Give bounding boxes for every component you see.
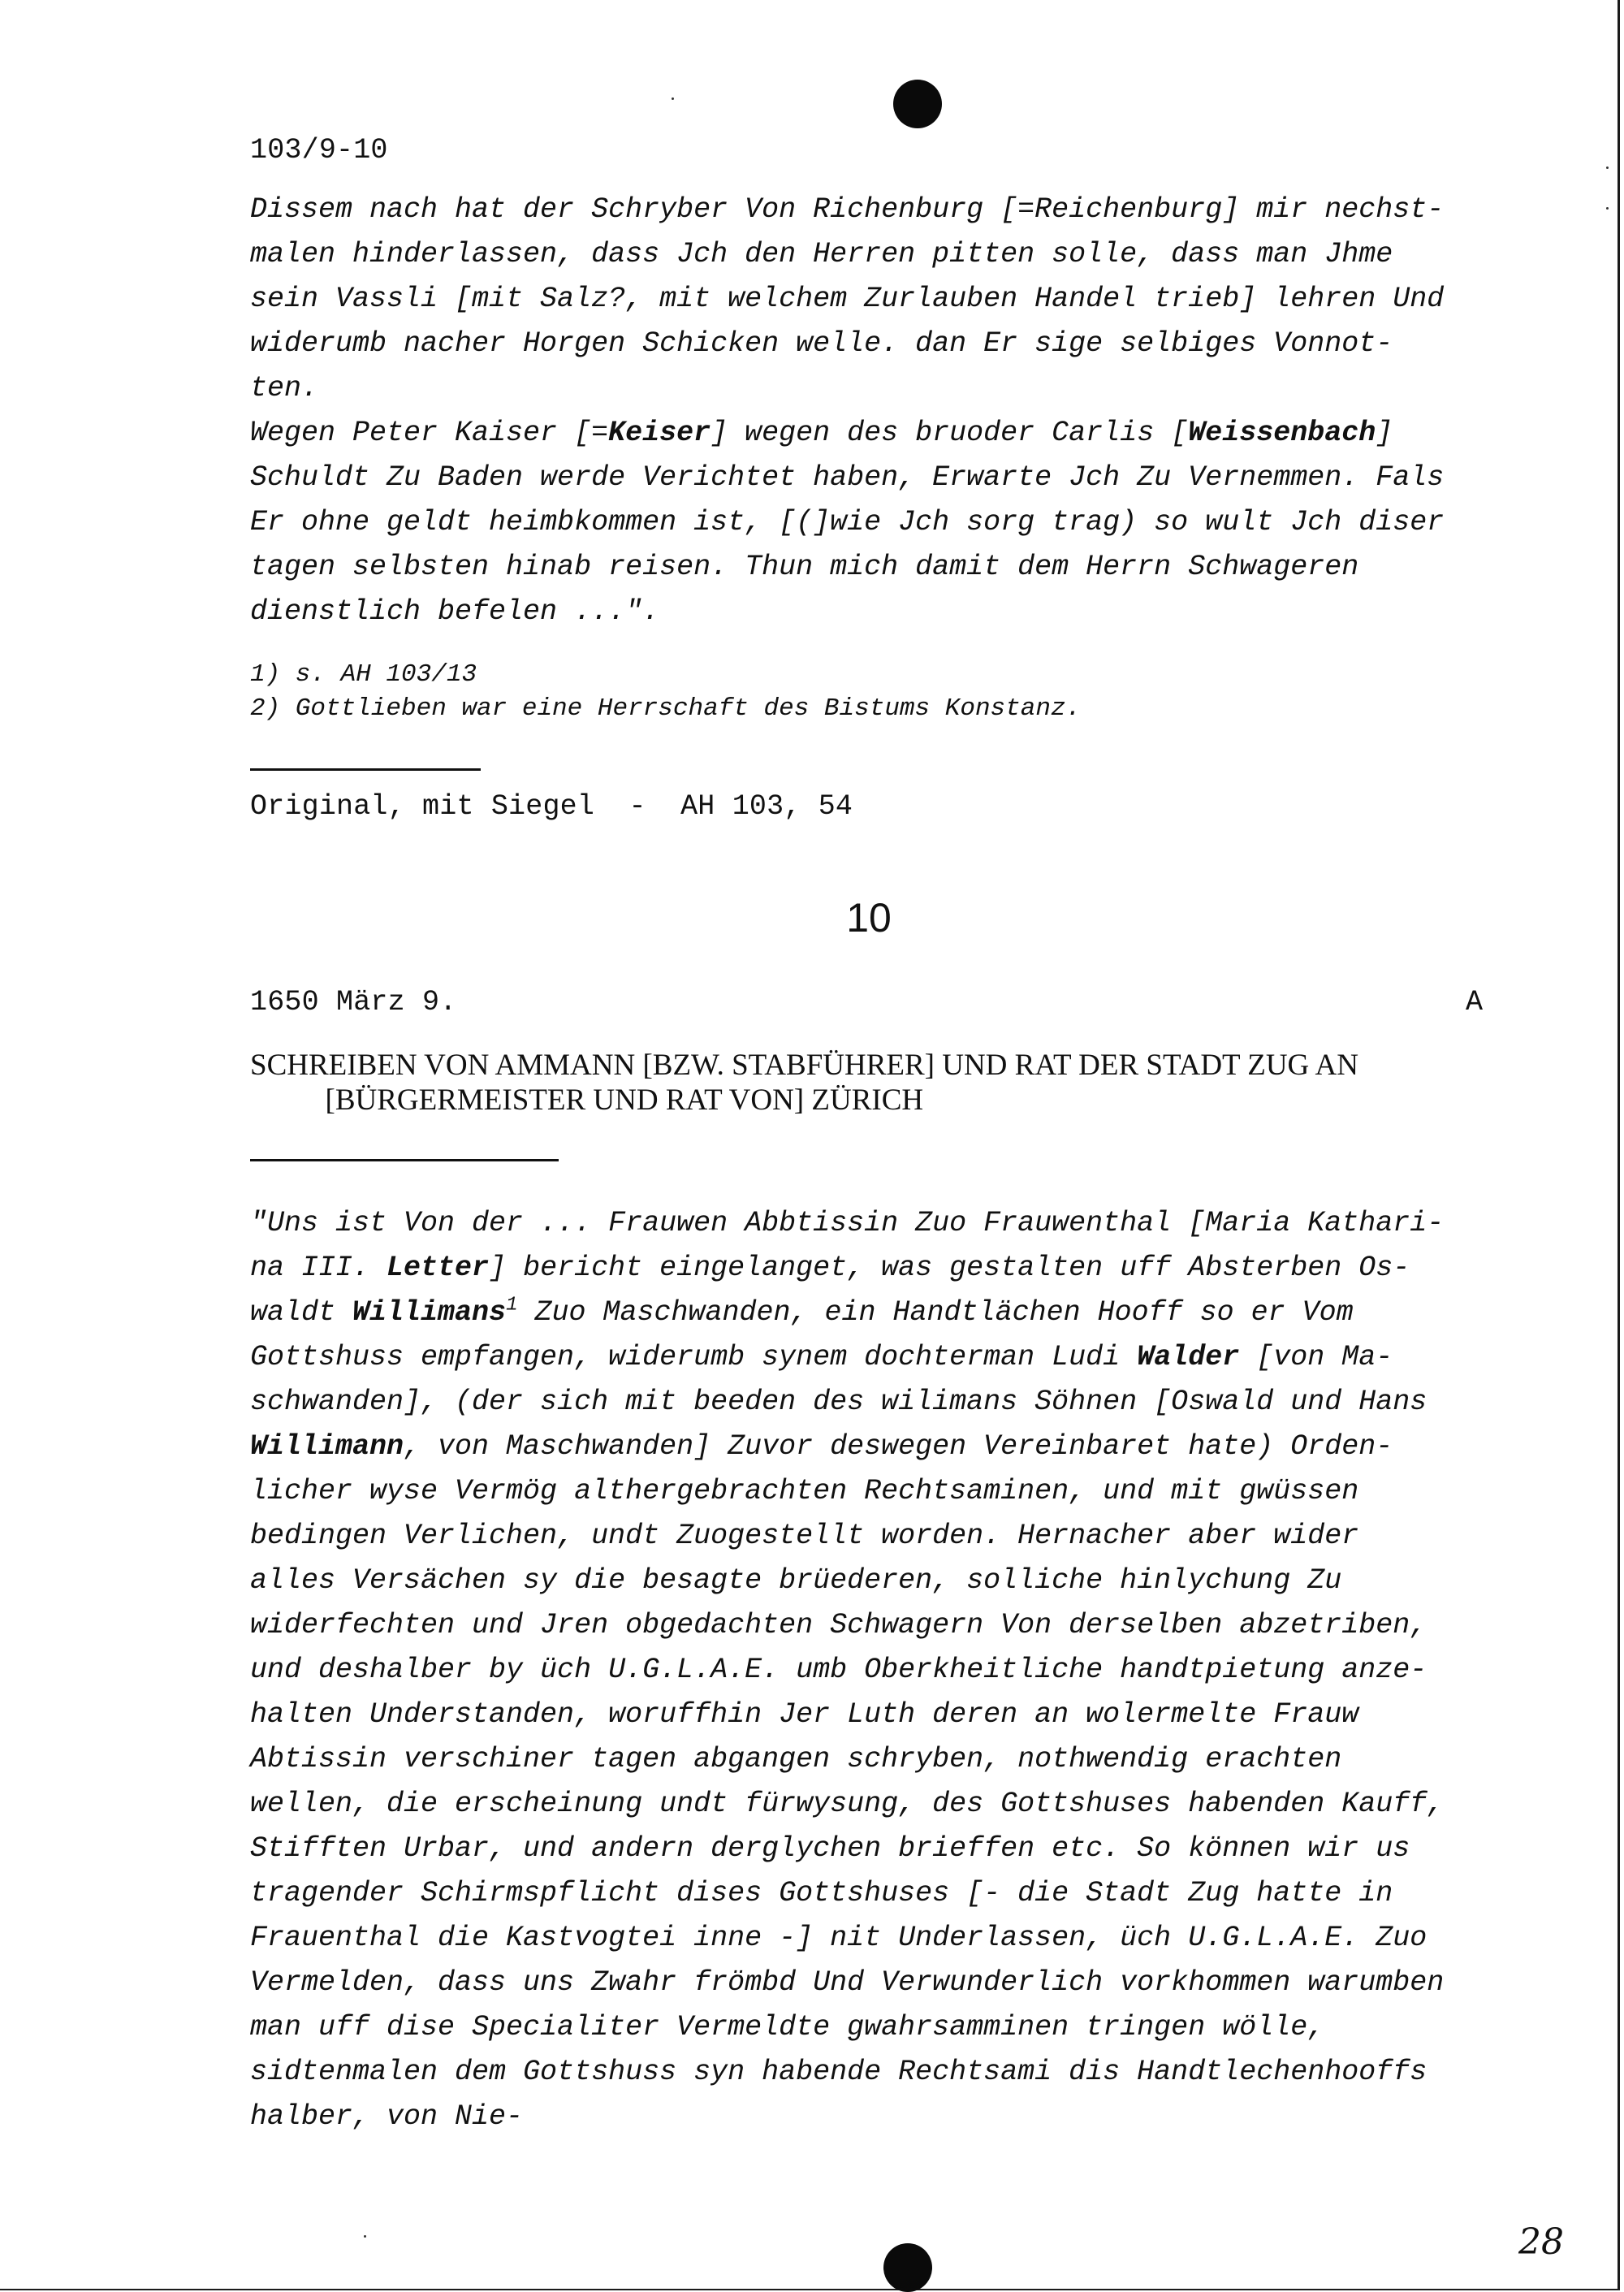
scan-speck	[364, 2235, 366, 2238]
text-run: bedingen Verlichen, undt Zuogestellt worden. Hernacher aber wider	[250, 1520, 1359, 1552]
text-line	[250, 1380, 1444, 1425]
text-run: wellen, die erscheinung undt fürwysung, des Gottshuses habenden Kauff,	[250, 1788, 1445, 1820]
text-run: na III.	[250, 1252, 387, 1284]
document-reference: 103/9-10	[250, 134, 388, 166]
text-run: waldt	[250, 1296, 353, 1329]
divider	[250, 768, 481, 771]
footnotes	[250, 658, 1081, 726]
text-line	[250, 1291, 1444, 1335]
category-letter: A	[1466, 986, 1484, 1018]
text-line	[250, 500, 1444, 545]
document-heading-line-2: [BÜRGERMEISTER UND RAT VON] ZÜRICH	[250, 1083, 924, 1117]
text-line	[250, 1782, 1444, 1827]
text-line	[250, 1514, 1444, 1559]
text-line	[250, 1693, 1444, 1737]
text-run: sidtenmalen dem Gottshuss syn habende Rechtsami dis Handtlechenhooffs	[250, 2056, 1427, 2088]
text-run: Frauenthal die Kastvogtei inne -] nit Underlassen, üch U.G.L.A.E. Zuo	[250, 1922, 1427, 1954]
text-line	[250, 2095, 1444, 2139]
text-run: Willimann	[250, 1430, 404, 1463]
text-run: ] wegen des bruoder Carlis [	[710, 417, 1189, 449]
text-line	[250, 1425, 1444, 1469]
text-run: Schuldt Zu Baden werde Verichtet haben, Erwarte Jch Zu Vernemmen. Fals	[250, 461, 1445, 494]
text-line	[250, 2050, 1444, 2095]
date-line: 1650 März 9.	[250, 986, 457, 1018]
text-line	[250, 322, 1444, 366]
text-run: licher wyse Vermög althergebrachten Rechtsaminen, und mit gwüssen	[250, 1475, 1359, 1507]
text-line	[250, 366, 1444, 411]
main-text	[250, 1201, 1444, 2139]
footnote-marker: 1	[506, 1294, 518, 1317]
text-run: Dissem nach hat der Schryber Von Richenburg [=Reichenburg] mir nechst-	[250, 193, 1445, 226]
text-run: Er ohne geldt heimbkommen ist, [(]wie Jch sorg trag) so wult Jch diser	[250, 506, 1445, 538]
text-run: Keiser	[608, 417, 711, 449]
text-run: , von Maschwanden] Zuvor deswegen Vereinbaret hate) Orden-	[404, 1430, 1393, 1463]
text-run: widerfechten und Jren obgedachten Schwagern Von derselben abzetriben,	[250, 1609, 1427, 1641]
text-line	[250, 1961, 1444, 2005]
text-line	[250, 411, 1444, 456]
text-run: "Uns ist Von der ... Frauwen Abbtissin Zuo Frauwenthal [Maria Kathari-	[250, 1207, 1445, 1239]
footnote: 2) Gottlieben war eine Herrschaft des Bistums Konstanz.	[250, 694, 1082, 723]
text-run: ten.	[250, 372, 319, 404]
text-line	[250, 1335, 1444, 1380]
text-run: dienstlich befelen ...".	[250, 595, 660, 628]
text-run: widerumb nacher Horgen Schicken welle. dan Er sige selbiges Vonnot-	[250, 327, 1393, 360]
text-run: schwanden], (der sich mit beeden des wilimans Söhnen [Oswald und Hans	[250, 1386, 1427, 1418]
document-heading-line-1: SCHREIBEN VON AMMANN [BZW. STABFÜHRER] UND RAT DER STADT ZUG AN	[250, 1049, 1358, 1082]
punch-hole-bottom	[883, 2243, 932, 2292]
text-line	[250, 232, 1444, 277]
text-line	[250, 1246, 1444, 1291]
text-line	[250, 1603, 1444, 1648]
source-note: Original, mit Siegel - AH 103, 54	[250, 790, 853, 823]
text-line	[250, 1916, 1444, 1961]
divider	[250, 1159, 559, 1161]
text-run: Wegen Peter Kaiser [=	[250, 417, 609, 449]
text-run: Walder	[1137, 1341, 1240, 1373]
scan-speck	[1606, 207, 1609, 210]
text-line	[250, 1737, 1444, 1782]
text-run: Letter	[387, 1252, 490, 1284]
text-run: Weissenbach	[1188, 417, 1376, 449]
text-line	[250, 188, 1444, 232]
text-line	[250, 1871, 1444, 1916]
scan-speck	[1606, 166, 1609, 169]
footnote: 1) s. AH 103/13	[250, 660, 477, 689]
page-number-handwritten: 28	[1518, 2221, 1564, 2263]
text-line	[250, 1201, 1444, 1246]
text-run: malen hinderlassen, dass Jch den Herren pitten solle, dass man Jhme	[250, 238, 1393, 270]
text-line	[250, 545, 1444, 590]
text-line	[250, 456, 1444, 500]
text-run: sein Vassli [mit Salz?, mit welchem Zurlauben Handel trieb] lehren Und	[250, 283, 1445, 315]
text-run: und deshalber by üch U.G.L.A.E. umb Oberkheitliche handtpietung anze-	[250, 1654, 1427, 1686]
text-run: Abtissin verschiner tagen abgangen schryben, nothwendig erachten	[250, 1743, 1342, 1775]
text-run: tragender Schirmspflicht dises Gottshuses [- die Stadt Zug hatte in	[250, 1877, 1393, 1909]
text-line	[250, 1827, 1444, 1871]
text-run: alles Versächen sy die besagte brüederen, solliche hinlychung Zu	[250, 1564, 1342, 1597]
text-run: Zuo Maschwanden, ein Handtlächen Hooff so er Vom	[517, 1296, 1354, 1329]
text-run: halber, von Nie-	[250, 2100, 524, 2133]
text-line	[250, 2005, 1444, 2050]
text-line	[250, 1559, 1444, 1603]
scan-speck	[672, 97, 674, 100]
text-run: Gottshuss empfangen, widerumb synem dochterman Ludi	[250, 1341, 1138, 1373]
letter-closing-text	[250, 188, 1444, 634]
text-run: ]	[1376, 417, 1393, 449]
text-run: [von Ma-	[1239, 1341, 1393, 1373]
text-run: tagen selbsten hinab reisen. Thun mich damit dem Herrn Schwageren	[250, 551, 1359, 583]
text-run: Willimans	[352, 1296, 507, 1329]
text-line	[250, 1648, 1444, 1693]
punch-hole-top	[893, 80, 942, 128]
text-line	[250, 1469, 1444, 1514]
text-line	[250, 277, 1444, 322]
text-line	[250, 590, 1444, 634]
text-run: halten Understanden, woruffhin Jer Luth deren an wolermelte Frauw	[250, 1698, 1359, 1731]
text-run: Stifften Urbar, und andern derglychen brieffen etc. So können wir us	[250, 1832, 1410, 1865]
text-run: ] bericht eingelanget, was gestalten uff Absterben Os-	[489, 1252, 1410, 1284]
text-run: Vermelden, dass uns Zwahr frömbd Und Verwunderlich vorkhommen warumben	[250, 1966, 1445, 1999]
text-run: man uff dise Specialiter Vermeldte gwahrsamminen tringen wölle,	[250, 2011, 1325, 2043]
document-number: 10	[846, 895, 892, 941]
